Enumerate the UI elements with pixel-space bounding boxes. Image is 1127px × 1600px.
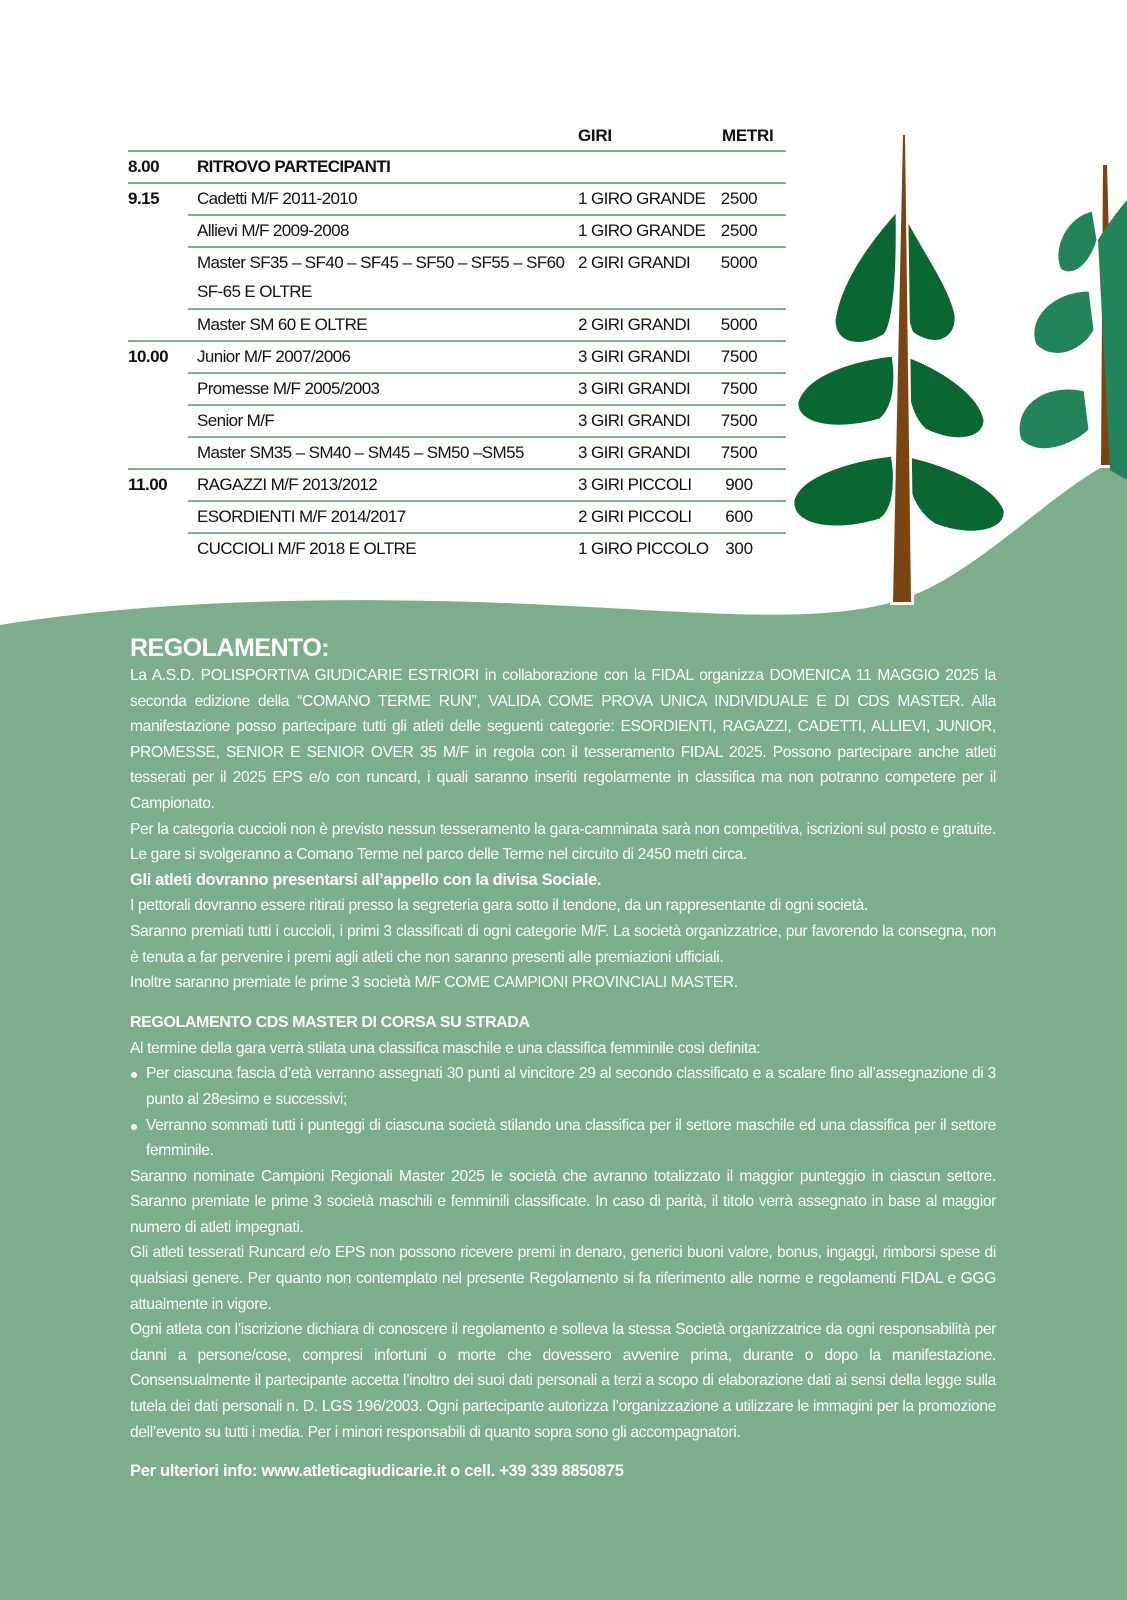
row-metri: 7500 <box>720 347 758 366</box>
header-giri: GIRI <box>578 126 612 145</box>
row-time: 10.00 <box>128 347 169 366</box>
cds-title: REGOLAMENTO CDS MASTER DI CORSA SU STRADA <box>130 1013 530 1031</box>
row-giri: 1 GIRO GRANDE <box>578 221 706 240</box>
schedule-row <box>128 216 786 248</box>
schedule-header <box>128 124 786 152</box>
cds-paragraph: Gli atleti tesserati Runcard e/o EPS non possono ricevere premi in denaro, generici buoni valore, bonus, ingaggi, rimborsi spese di qualsiasi genere. Per quanto non contemplato nel presente Regolamento si fa riferimento alle norme e regolamenti FIDAL e GGG attualmente in vigore. <box>130 1244 996 1313</box>
schedule-row <box>128 438 786 470</box>
regolamento-section <box>130 633 996 1485</box>
row-category: Senior M/F <box>197 411 275 430</box>
cds-paragraph: Ogni atleta con l’iscrizione dichiara di conoscere il regolamento e solleva la stessa Società organizzatrice da ogni responsabilità per danni a persone/cose, compresi infortuni o morte che dovessero avvenire prima, durante o dopo la manifestazione. Consensualmente il partecipante accetta l’inoltro dei suoi dati personali a terzi a scopo di elaborazione dati ai sensi della legge sulla tutela dei dati personali n. D. LGS 196/2003. Ogni partecipante autorizza l’organizzazione a utilizzare le immagini per la promozione dell’evento su tutti i media. Per i minori responsabili di quanto sopra sono gli accompagnatori. <box>130 1321 996 1441</box>
row-giri: 1 GIRO GRANDE <box>578 189 706 208</box>
row-giri: 1 GIRO PICCOLO <box>578 539 709 558</box>
row-metri: 900 <box>725 475 753 494</box>
row-category-line2: SF-65 E OLTRE <box>197 282 312 301</box>
header-metri: METRI <box>722 126 774 145</box>
schedule-row <box>128 248 786 310</box>
row-category: Master SM 60 E OLTRE <box>197 315 368 334</box>
schedule-row <box>128 374 786 406</box>
row-metri: 7500 <box>720 379 758 398</box>
regolamento-title: REGOLAMENTO: <box>130 634 330 662</box>
schedule-row <box>128 310 786 342</box>
row-metri: 2500 <box>720 221 758 240</box>
row-metri: 600 <box>725 507 753 526</box>
row-category: CUCCIOLI M/F 2018 E OLTRE <box>197 539 416 558</box>
row-giri: 3 GIRI PICCOLI <box>578 475 692 494</box>
regolamento-paragraph: Saranno premiati tutti i cuccioli, i primi 3 classificati di ogni categorie M/F. La società organizzatrice, pur favorendo la consegna, non è tenuta a far pervenire i premi agli atleti che non saranno presenti alle premiazioni ufficiali. <box>130 922 996 966</box>
row-category: Master SM35 – SM40 – SM45 – SM50 –SM55 <box>197 443 524 462</box>
cds-intro: Al termine della gara verrà stilata una classifica maschile e una classifica femminile così definita: <box>130 1039 761 1057</box>
schedule-row <box>128 470 786 502</box>
schedule-row <box>128 152 786 184</box>
row-metri: 7500 <box>720 443 758 462</box>
cds-bullet: Verranno sommati tutti i punteggi di ciascuna società stilando una classifica per il settore maschile ed una classifica per il settore femminile. <box>130 1113 996 1164</box>
row-time: 11.00 <box>128 475 168 494</box>
row-category: Allievi M/F 2009-2008 <box>197 221 349 240</box>
regolamento-paragraph: I pettorali dovranno essere ritirati presso la segreteria gara sotto il tendone, da un rappresentante di ogni società. <box>130 897 868 915</box>
row-metri: 5000 <box>720 253 758 272</box>
tree-left-icon <box>793 125 1005 605</box>
row-giri: 3 GIRI GRANDI <box>578 347 691 366</box>
row-category: ESORDIENTI M/F 2014/2017 <box>197 507 406 526</box>
schedule-row <box>128 406 786 438</box>
row-time: 8.00 <box>128 157 160 176</box>
cds-paragraph: Saranno nominate Campioni Regionali Master 2025 le società che avranno totalizzato il maggior punteggio in ciascun settore. Saranno premiate le prime 3 società maschili e femminili classificate. In caso di parità, il titolo verrà assegnato in base al maggior numero di atleti impegnati. <box>130 1167 996 1236</box>
schedule-row <box>128 502 786 534</box>
regolamento-paragraph: Per la categoria cuccioli non è previsto nessun tesseramento la gara-camminata sarà non competitiva, iscrizioni sul posto e gratuite. Le gare si svolgeranno a Comano Terme nel parco delle Terme nel circuito di 2450 metri circa. <box>130 820 996 864</box>
schedule-row <box>128 534 786 566</box>
row-metri: 2500 <box>720 189 758 208</box>
schedule-table <box>128 124 786 566</box>
cds-bullet-list <box>130 1061 996 1163</box>
schedule-row <box>128 342 786 374</box>
row-metri: 300 <box>725 539 753 558</box>
row-giri: 2 GIRI GRANDI <box>578 253 691 272</box>
row-giri: 3 GIRI GRANDI <box>578 379 691 398</box>
row-category: Cadetti M/F 2011-2010 <box>197 189 358 208</box>
row-category: Promesse M/F 2005/2003 <box>197 379 380 398</box>
schedule-row <box>128 184 786 216</box>
row-giri: 2 GIRI GRANDI <box>578 315 691 334</box>
row-time: 9.15 <box>128 189 160 208</box>
row-metri: 5000 <box>720 315 758 334</box>
regolamento-bold-note: Gli atleti dovranno presentarsi all’appello con la divisa Sociale. <box>130 870 602 889</box>
row-giri: 2 GIRI PICCOLI <box>578 507 692 526</box>
row-giri: 3 GIRI GRANDI <box>578 443 691 462</box>
row-category: Junior M/F 2007/2006 <box>197 347 351 366</box>
row-category: RAGAZZI M/F 2013/2012 <box>197 475 378 494</box>
tree-right-icon <box>1018 160 1127 480</box>
row-category: RITROVO PARTECIPANTI <box>197 157 391 176</box>
cds-bullet: Per ciascuna fascia d’età verranno assegnati 30 punti al vincitore 29 al secondo classificato e a scalare fino all’assegnazione di 3 punto al 28esimo e successivi; <box>130 1061 996 1112</box>
regolamento-paragraph: La A.S.D. POLISPORTIVA GIUDICARIE ESTRIORI in collaborazione con la FIDAL organizza DOMENICA 11 MAGGIO 2025 la seconda edizione della “COMANO TERME RUN”, VALIDA COME PROVA UNICA INDIVIDUALE E DI CDS MASTER. Alla manifestazione posso partecipare tutti gli atleti delle seguenti categorie: ESORDIENTI, RAGAZZI, CADETTI, ALLIEVI, JUNIOR, PROMESSE, SENIOR E SENIOR OVER 35 M/F in regola con il tesseramento FIDAL 2025. Possono partecipare anche atleti tesserati per il 2025 EPS e/o con runcard, i quali saranno inseriti regolarmente in classifica ma non potranno competere per il Campionato. <box>130 667 996 812</box>
row-giri: 3 GIRI GRANDI <box>578 411 691 430</box>
contact-info: Per ulteriori info: www.atleticagiudicarie.it o cell. +39 339 8850875 <box>130 1462 624 1481</box>
row-metri: 7500 <box>720 411 758 430</box>
regolamento-paragraph: Inoltre saranno premiate le prime 3 società M/F COME CAMPIONI PROVINCIALI MASTER. <box>130 974 738 992</box>
row-category-line1: Master SF35 – SF40 – SF45 – SF50 – SF55 – SF60 <box>197 253 565 272</box>
row-category <box>197 248 564 306</box>
